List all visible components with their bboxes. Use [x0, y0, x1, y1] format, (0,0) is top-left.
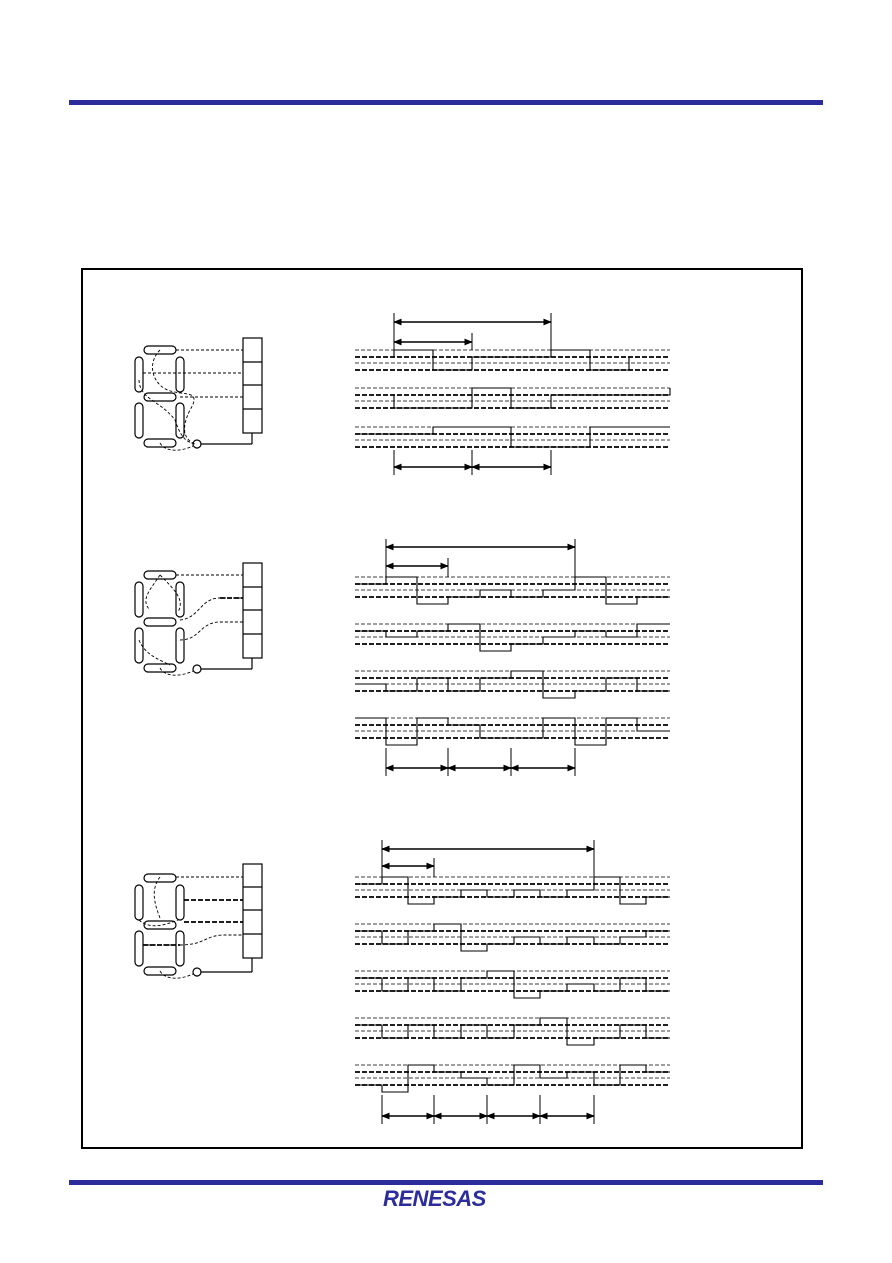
panel-3-timing-chart — [355, 840, 670, 1124]
panel-2-timing-chart — [355, 539, 670, 776]
panel-2-display-diagram — [135, 563, 262, 675]
footer-rule — [69, 1180, 823, 1185]
panel-1-display-diagram — [135, 338, 262, 450]
panel-1-timing-chart — [355, 313, 670, 475]
renesas-logo: RENESAS — [383, 1186, 486, 1211]
panel-3-display-diagram — [135, 864, 262, 978]
